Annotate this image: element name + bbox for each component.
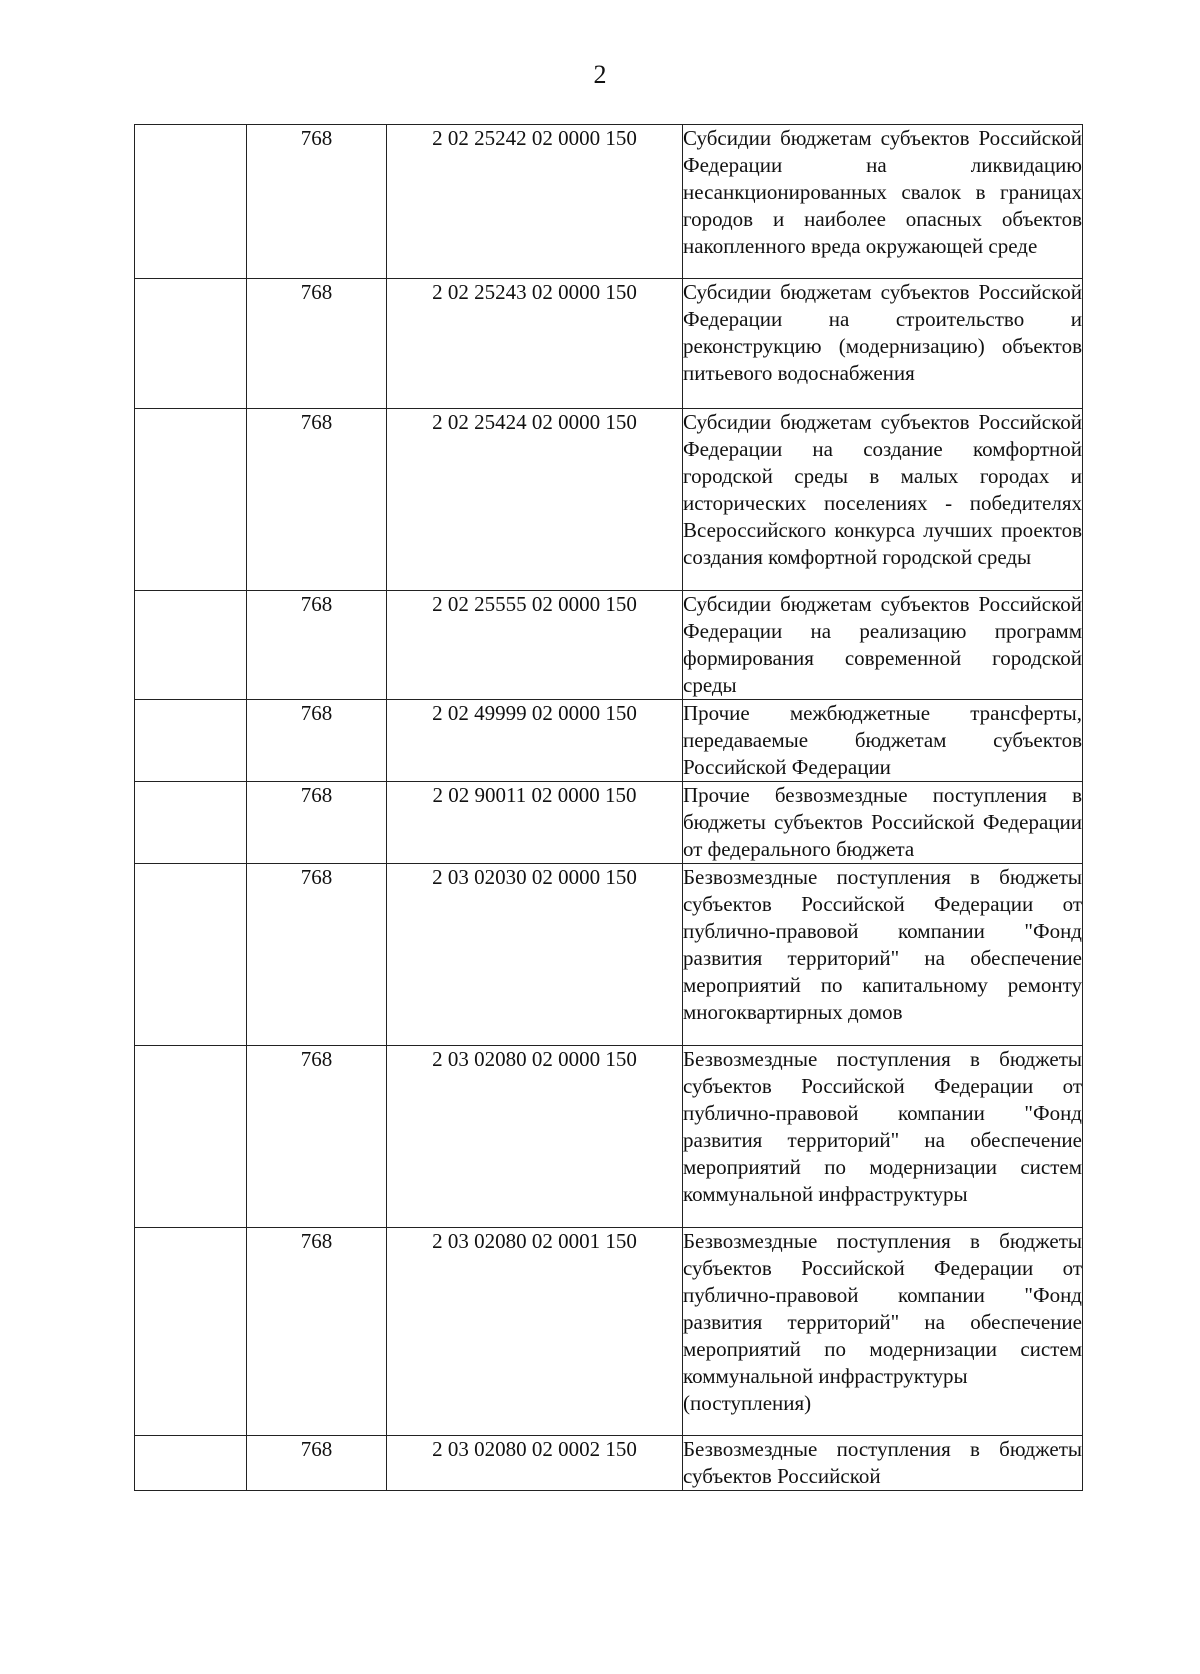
revenue-code-cell: 2 02 25424 02 0000 150 [387,409,683,591]
admin-code-cell: 768 [247,1046,387,1228]
table-row [135,125,1083,279]
table-row [135,864,1083,1046]
revenue-code-cell: 2 02 25243 02 0000 150 [387,279,683,409]
description-cell: Прочие межбюджетные трансферты, передаваемые бюджетам субъектов Российской Федерации [683,700,1083,782]
table-row [135,409,1083,591]
description-cell: Безвозмездные поступления в бюджеты субъектов Российской [683,1436,1083,1491]
empty-cell [135,125,247,279]
revenue-code-cell: 2 03 02080 02 0001 150 [387,1228,683,1436]
table-row [135,700,1083,782]
description-cell: Субсидии бюджетам субъектов Российской Федерации на реализацию программ формирования современной городской среды [683,591,1083,700]
revenue-code-cell: 2 03 02080 02 0000 150 [387,1046,683,1228]
description-cell: Прочие безвозмездные поступления в бюджеты субъектов Российской Федерации от федерального бюджета [683,782,1083,864]
admin-code-cell: 768 [247,864,387,1046]
revenue-code-cell: 2 02 90011 02 0000 150 [387,782,683,864]
empty-cell [135,591,247,700]
empty-cell [135,1046,247,1228]
table-row [135,1436,1083,1491]
revenue-code-cell: 2 02 25555 02 0000 150 [387,591,683,700]
empty-cell [135,700,247,782]
empty-cell [135,782,247,864]
description-cell: Субсидии бюджетам субъектов Российской Федерации на создание комфортной городской среды в малых городах и исторических поселениях - победителях Всероссийского конкурса лучших проектов создания комфортной городской среды [683,409,1083,591]
revenue-code-cell: 2 02 25242 02 0000 150 [387,125,683,279]
table-row [135,591,1083,700]
empty-cell [135,409,247,591]
admin-code-cell: 768 [247,125,387,279]
admin-code-cell: 768 [247,1228,387,1436]
admin-code-cell: 768 [247,700,387,782]
empty-cell [135,279,247,409]
budget-codes-table [134,124,1083,1491]
description-cell: Субсидии бюджетам субъектов Российской Федерации на строительство и реконструкцию (модернизацию) объектов питьевого водоснабжения [683,279,1083,409]
admin-code-cell: 768 [247,591,387,700]
table-row [135,1046,1083,1228]
revenue-code-cell: 2 03 02080 02 0002 150 [387,1436,683,1491]
revenue-code-cell: 2 02 49999 02 0000 150 [387,700,683,782]
page-number: 2 [593,60,607,89]
table-row [135,1228,1083,1436]
admin-code-cell: 768 [247,782,387,864]
admin-code-cell: 768 [247,1436,387,1491]
admin-code-cell: 768 [247,279,387,409]
revenue-code-cell: 2 03 02030 02 0000 150 [387,864,683,1046]
description-cell: Субсидии бюджетам субъектов Российской Федерации на ликвидацию несанкционированных свалок в границах городов и наиболее опасных объектов накопленного вреда окружающей среде [683,125,1083,279]
admin-code-cell: 768 [247,409,387,591]
empty-cell [135,1228,247,1436]
description-cell: Безвозмездные поступления в бюджеты субъектов Российской Федерации от публично-правовой компании "Фонд развития территорий" на обеспечение мероприятий по модернизации систем коммунальной инфраструктуры [683,1046,1083,1228]
table-row [135,279,1083,409]
description-cell: Безвозмездные поступления в бюджеты субъектов Российской Федерации от публично-правовой компании "Фонд развития территорий" на обеспечение мероприятий по капитальному ремонту многоквартирных домов [683,864,1083,1046]
description-cell: Безвозмездные поступления в бюджеты субъектов Российской Федерации от публично-правовой компании "Фонд развития территорий" на обеспечение мероприятий по модернизации систем коммунальной инфраструктуры (поступления) [683,1228,1083,1436]
empty-cell [135,1436,247,1491]
empty-cell [135,864,247,1046]
table-row [135,782,1083,864]
